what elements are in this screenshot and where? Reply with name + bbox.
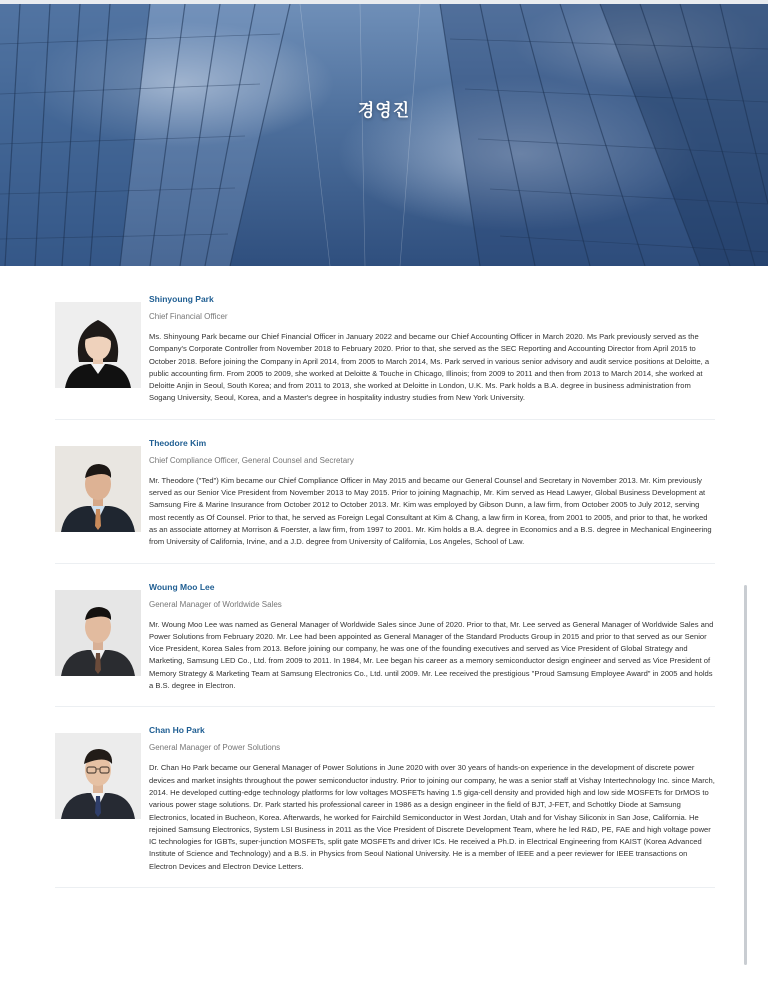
list-item (55, 725, 715, 888)
member-name: Chan Ho Park (149, 725, 205, 736)
scrollbar[interactable] (744, 585, 747, 965)
member-bio: Ms. Shinyoung Park became our Chief Financial Officer in January 2022 and became our Chief Accounting Officer in March 2020. Ms Park previously served as the Company's Corporate Controller from November 2018 to February 2020. Prior to that, she served as the SEC Reporting and Accounting Director from April 2015 to October 2018. Before joining the Company in April 2014, from 2005 to March 2014, Ms. Park served in various senior advisory and audit service positions at Deloitte, a public accounting firm. From 2005 to 2009, she worked at Deloitte & Touche in Chicago, Illinois; from 2009 to 2011 and then from 2013 to March 2014, she worked at Deloitte Anjin in Seoul, South Korea; and from 2011 to 2013, she worked at Deloitte in London, U.K. Ms. Park holds a B.A. degree in business administration from Sogang University, Seoul, Korea, and a Master's degree in hospitality industry studies from New York University. (149, 332, 710, 403)
executive-list (55, 290, 715, 906)
member-name: Shinyoung Park (149, 294, 214, 304)
hero-banner (0, 4, 768, 266)
portrait-photo (55, 733, 141, 819)
portrait-photo (55, 590, 141, 676)
page-title: 경영진 (357, 101, 411, 121)
member-name: Woung Moo Lee (149, 581, 215, 592)
member-role: Chief Compliance Officer, General Counsel and Secretary (149, 455, 354, 465)
member-info (149, 294, 715, 405)
member-info (149, 582, 715, 693)
portrait-photo (55, 446, 141, 532)
member-role: General Manager of Power Solutions (149, 743, 281, 753)
member-info (149, 725, 715, 873)
member-bio: Mr. Theodore ("Ted") Kim became our Chief Compliance Officer in May 2015 and became our General Counsel and Secretary in November 2013. Mr. Kim previously served as our Senior Vice President from November 2013 to May 2015. Prior to joining Magnachip, Mr. Kim served as Head Lawyer, Global Business Development at Samsung Fire & Marine Insurance from October 2012 to October 2013. Mr. Kim was employed by Gibson Dunn, a law firm, from October 2005 to July 2012, serving most recently as Of Counsel. Prior to that, he served as Foreign Legal Consultant at Kim & Chang, a law firm in Korea, from 2001 to 2005, and prior to that, he worked as an associate attorney at Morrison & Foerster, a law firm, from 1997 to 2001. Mr. Kim holds a B.A. degree in Economics and a B.S. degree in Mechanical Engineering from University of California, Irvine, and a J.D. degree from University of California, Los Angeles, School of Law. (149, 475, 712, 547)
member-role: General Manager of Worldwide Sales (149, 599, 282, 609)
member-bio: Dr. Chan Ho Park became our General Manager of Power Solutions in June 2020 with over 30 years of hands-on experience in the development of discrete power devices and market insights throughout the power semiconductor industry. Prior to joining our company, he was a senior staff at Vishay Intertechnology Inc. since March, 2014. He developed cutting-edge technology platforms for low voltages MOSFETs having 1.5 giga-cell density and provided high and low side MOSFETs for DrMOS to various power stage solutions. Dr. Park started his professional career in 1986 as a design engineer in the field of BJT, J-FET, and Schottky Diode at Samsung Electronics, located in Bucheon, Korea. Afterwards, he worked for Fairchild Semiconductor in West Jordan, Utah and for Vishay Siliconix in San Jose, California. He rejoined Samsung Electronics, System LSI Business in 2011 as the Vice President of Discrete Development Team, where he led R&D, PE, FAE and high voltage power IC technologies for IGBTs, super-junction MOSFETs, split gate MOSFETs and driver ICs. He received a Ph.D. in Electrical Engineering from KAIST (Korea Advanced Institute of Science and Technology) and a B.S. in Physics from Seoul National University. He is a member of IEEE and a peer reviewer for IEEE transactions on Electron Devices and Electron Device Letters. (149, 763, 715, 871)
list-item (55, 438, 715, 564)
member-role: Chief Financial Officer (149, 312, 228, 321)
list-item (55, 294, 715, 420)
list-item (55, 582, 715, 708)
building-graphic (0, 4, 768, 266)
member-bio: Mr. Woung Moo Lee was named as General Manager of Worldwide Sales since June of 2020. Prior to that, Mr. Lee served as General Manager of Worldwide Sales and Power Solutions from February 2020. Mr. Lee had been appointed as General Manager of the Standard Products Group in 2015 and prior to that served as our Senior Vice President, Korea Sales from 2013. Before joining our company, he was one of the founding executives and served as Vice President of Global Strategy and Marketing, Samsung LED Co., Ltd. from 2009 to 2011. In 1984, Mr. Lee began his career as a memory semiconductor design engineer and served as Vice President of Memory Strategy & Marketing Team at Samsung Electronics Co., Ltd. until 2009. Mr. Lee received the prestigious "Proud Samsung Employee Award" in 2005 and holds a B.S. degree in Electron. (149, 619, 714, 691)
portrait-photo (55, 302, 141, 388)
member-info (149, 438, 715, 549)
member-name: Theodore Kim (149, 437, 207, 448)
